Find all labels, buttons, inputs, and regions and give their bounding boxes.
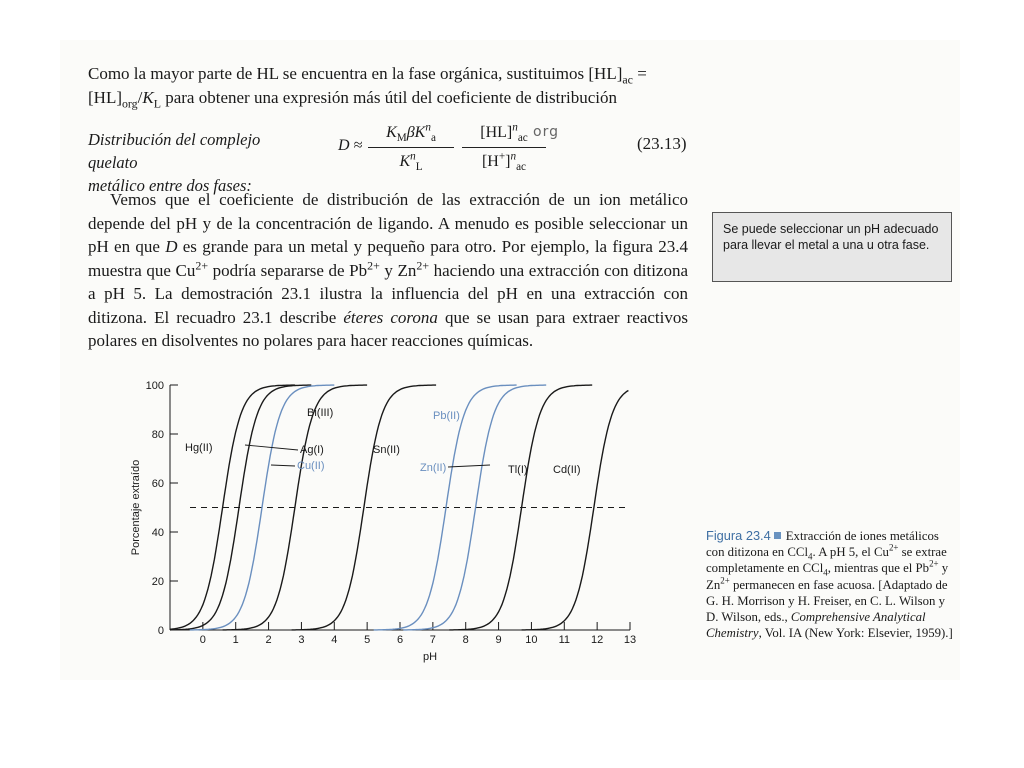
intro-hl: [HL] bbox=[88, 88, 122, 107]
hl-sub: ac bbox=[517, 132, 528, 145]
x-tick-label: 7 bbox=[429, 634, 436, 646]
curve-label: Cd(II) bbox=[553, 464, 581, 476]
curve-label: Tl(I) bbox=[508, 464, 528, 476]
extraction-chart-svg bbox=[125, 373, 645, 665]
x-tick-label: 4 bbox=[331, 634, 338, 646]
body-cu-sup: 2+ bbox=[195, 257, 209, 272]
curve-label: Ag(I) bbox=[300, 444, 324, 456]
intro-k: K bbox=[142, 88, 154, 107]
x-tick-label: 2 bbox=[265, 634, 272, 646]
intro-paragraph bbox=[88, 62, 692, 110]
hl-term: [HL] bbox=[480, 124, 513, 141]
fraction-concentrations-denominator bbox=[462, 149, 546, 175]
intro-sub-ac: ac bbox=[622, 72, 633, 87]
body-zn-sup: 2+ bbox=[416, 257, 430, 272]
body-text-d: y Zn bbox=[379, 260, 417, 280]
curve-label: Hg(II) bbox=[185, 442, 213, 454]
h-term: [H bbox=[481, 153, 499, 170]
kl-sub: L bbox=[415, 161, 423, 174]
caption-square-icon bbox=[774, 532, 781, 539]
x-tick-label: 12 bbox=[591, 634, 604, 646]
curve-label: Bi(III) bbox=[307, 407, 334, 419]
body-text-e: haciendo una extracción con ditizona a pH 5. La demostración 23.1 ilustra la influencia del pH en una extracción con ditizona. El recuadro 23.1 describe bbox=[88, 260, 689, 327]
k-m-sub: M bbox=[396, 132, 407, 145]
x-tick-label: 9 bbox=[495, 634, 502, 646]
fraction-constants-numerator bbox=[368, 120, 454, 146]
caption-ccl-sub-2: 4 bbox=[823, 567, 828, 578]
kl-symbol: K bbox=[399, 153, 411, 170]
equation-lhs: D ≈ bbox=[338, 137, 363, 154]
curve-cdii bbox=[522, 391, 629, 630]
hl-sup: n bbox=[512, 121, 518, 134]
y-tick-label: 0 bbox=[157, 625, 164, 637]
y-tick-label: 80 bbox=[151, 429, 164, 441]
x-axis-title: pH bbox=[422, 651, 438, 663]
x-tick-label: 13 bbox=[623, 634, 637, 646]
curve-label: Sn(II) bbox=[373, 444, 400, 456]
x-tick-label: 0 bbox=[199, 634, 206, 646]
intro-text-1: Como la mayor parte de HL se encuentra en la fase orgánica, sustituimos [HL] bbox=[88, 64, 623, 83]
body-text-b: es grande para un metal y pequeño para otro. Por ejemplo, la figura 23.4 muestra que Cu bbox=[88, 237, 688, 280]
handwritten-org-note: org bbox=[533, 124, 559, 140]
kl-sup: n bbox=[410, 150, 416, 163]
curve-label: Zn(II) bbox=[420, 462, 447, 474]
ka-sub: a bbox=[430, 132, 436, 145]
intro-slash: / bbox=[137, 88, 143, 107]
h-charge: + bbox=[498, 150, 506, 163]
curve-label: Pb(II) bbox=[433, 410, 460, 422]
caption-text-2: . A pH 5, el Cu bbox=[812, 545, 889, 560]
leader-line bbox=[271, 465, 295, 466]
caption-zn-sup: 2+ bbox=[720, 575, 730, 586]
body-text-a: Vemos que el coeficiente de distribución de las extracción de un ion metálico depende del pH y de la concentración de ligando. A menudo es posible seleccionar un pH en que bbox=[88, 190, 688, 256]
formula-label-line-1: Distribución del complejo quelato bbox=[88, 130, 261, 172]
formula-label bbox=[88, 128, 298, 197]
k-m-symbol: K bbox=[386, 124, 397, 141]
caption-cu-sup: 2+ bbox=[888, 542, 899, 553]
h-sup: n bbox=[510, 150, 517, 163]
figure-label: Figura 23.4 bbox=[706, 528, 771, 543]
leader-line bbox=[448, 465, 490, 467]
x-tick-label: 10 bbox=[525, 634, 538, 646]
caption-ccl-sub: 4 bbox=[808, 551, 813, 562]
formula-label-line-2: metálico entre dos fases: bbox=[88, 176, 252, 195]
body-pb-sup: 2+ bbox=[367, 257, 380, 272]
body-paragraph bbox=[88, 188, 688, 353]
x-tick-label: 6 bbox=[396, 634, 404, 646]
body-text-f: que se usan para extraer reactivos polares en disolventes no polares para hacer reacciones químicas. bbox=[88, 307, 688, 350]
curve-hgii bbox=[170, 385, 295, 629]
extraction-chart bbox=[125, 373, 645, 665]
caption-text-7: , Vol. IA (New York: Elsevier, 1959).] bbox=[758, 626, 953, 641]
fraction-constants-denominator bbox=[368, 149, 454, 175]
body-d: D bbox=[165, 237, 178, 256]
fraction-constants bbox=[368, 120, 454, 175]
ka-sup: n bbox=[425, 121, 431, 134]
caption-text-3: se extrae completamente en CCl bbox=[706, 545, 947, 576]
caption-text-4: , mientras que el Pb bbox=[827, 561, 930, 576]
caption-text-6: permanecen en fase acuosa. [Adaptado de G. H. Morrison y H. Freiser, en C. L. Wilson y D. Wilson, eds., bbox=[706, 577, 948, 625]
y-tick-label: 100 bbox=[145, 380, 164, 392]
h-close: ] bbox=[505, 153, 511, 170]
fraction-bar-1 bbox=[368, 147, 454, 148]
beta-ka-symbol: βK bbox=[406, 124, 426, 141]
y-axis-title: Porcentaje extraído bbox=[130, 459, 142, 556]
intro-text-eq: = bbox=[632, 64, 647, 83]
margin-note-text: Se puede seleccionar un pH adecuado para llevar el metal a una u otra fase. bbox=[723, 222, 939, 252]
intro-sub-l: L bbox=[153, 96, 161, 111]
y-tick-label: 40 bbox=[151, 527, 164, 539]
intro-text-2: para obtener una expresión más útil del coeficiente de distribución bbox=[160, 88, 617, 107]
body-crown-ethers: éteres corona bbox=[343, 307, 438, 327]
fraction-bar-2 bbox=[462, 147, 546, 148]
distribution-equation bbox=[338, 120, 638, 180]
caption-text-5: y Zn bbox=[706, 561, 949, 592]
equation-number: (23.13) bbox=[637, 134, 687, 153]
x-tick-label: 1 bbox=[232, 634, 239, 646]
x-tick-label: 3 bbox=[298, 634, 305, 646]
intro-sub-org: org bbox=[121, 96, 138, 111]
curve-label: Cu(II) bbox=[297, 460, 325, 472]
y-tick-label: 60 bbox=[151, 478, 164, 490]
margin-note-box bbox=[712, 212, 952, 282]
body-text-c: podría separarse de Pb bbox=[208, 260, 368, 280]
h-sub: ac bbox=[516, 161, 527, 174]
figure-caption bbox=[706, 528, 954, 641]
x-tick-label: 8 bbox=[462, 634, 469, 646]
caption-text-1: Extracción de iones metálicos con ditizona en CCl bbox=[706, 529, 939, 560]
x-tick-label: 5 bbox=[364, 634, 371, 646]
y-tick-label: 20 bbox=[151, 576, 164, 588]
x-tick-label: 11 bbox=[558, 634, 570, 646]
caption-pb-sup: 2+ bbox=[929, 559, 939, 570]
caption-book-title: Comprehensive Analytical Chemistry bbox=[706, 610, 926, 641]
